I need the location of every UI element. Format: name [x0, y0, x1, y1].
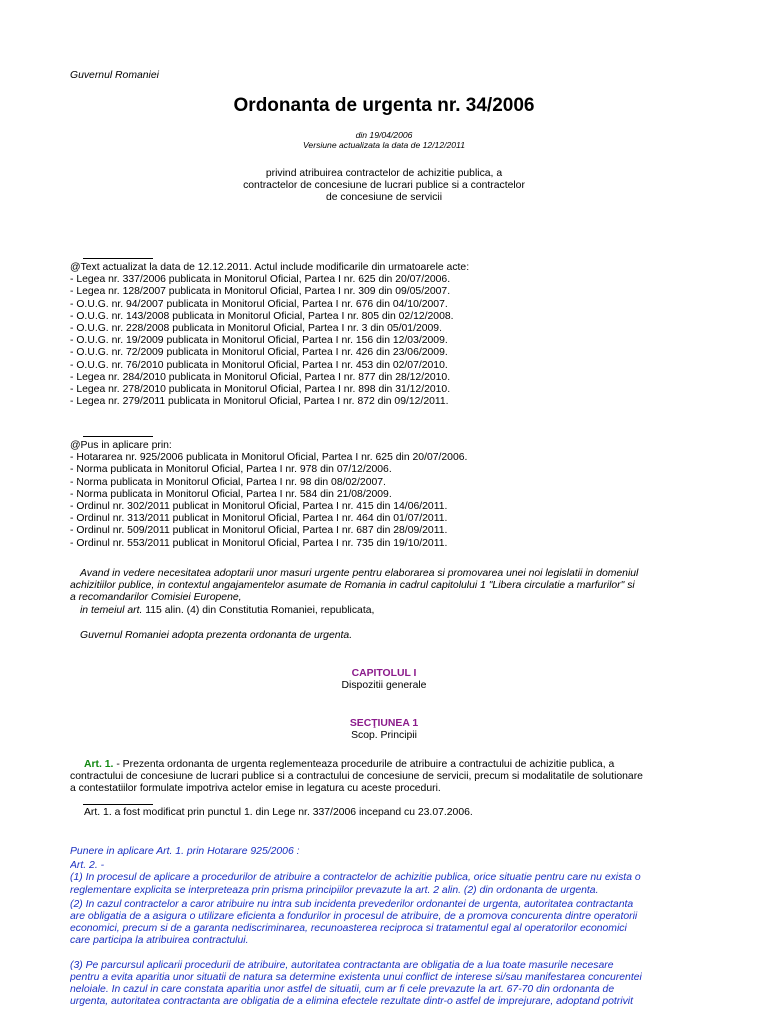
- chapter-name: Dispozitii generale: [341, 680, 427, 692]
- updates-list: [70, 262, 710, 408]
- article-line: contractului de concesiune de lucrari publice si a contractului de concesiune de servicii, precum si modalitatile de solutionare: [70, 771, 643, 783]
- paragraph-line: urgenta, autoritatea contractanta are obligatia de a elimina efectele rezultate dintr-o astfel de imprejurare, adoptand potrivit: [70, 996, 633, 1008]
- subject-line: contractelor de concesiune de lucrari publice si a contractelor: [243, 180, 525, 192]
- implementation-article: Art. 2. -: [70, 860, 105, 872]
- applications-list: [70, 440, 710, 550]
- paragraph-1: [70, 872, 700, 896]
- list-item: - Ordinul nr. 302/2011 publicat in Monitorul Oficial, Partea I nr. 415 din 14/06/2011.: [70, 501, 448, 513]
- separator: [83, 804, 153, 805]
- article-line: [70, 759, 700, 771]
- separator: [83, 436, 153, 437]
- paragraph-3: [70, 960, 700, 1009]
- preamble-line: a recomandarilor Comisiei Europene,: [70, 592, 242, 604]
- paragraph-line: pentru a evita aparitia unor situatii de natura sa determine existenta unui conflict de interese si/sau manifestarea concurentei: [70, 971, 642, 983]
- list-item: - O.U.G. nr. 94/2007 publicata in Monitorul Oficial, Partea I nr. 676 din 04/10/2007.: [70, 298, 448, 310]
- list-item: - Legea nr. 337/2006 publicata in Monitorul Oficial, Partea I nr. 625 din 20/07/2006.: [70, 274, 451, 286]
- version-line: Versiune actualizata la data de 12/12/2011: [303, 140, 465, 150]
- legal-basis-text: in temeiul art.: [80, 604, 146, 616]
- updates-intro: @Text actualizat la data de 12.12.2011. Actul include modificarile din urmatoarele acte:: [70, 262, 470, 273]
- preamble-line: achizitiilor publice, in contextul angajamentelor asumate de Romania in cadrul capitolului 1 "Libera circulatie a marfurilor" si: [70, 580, 635, 592]
- list-item: - Legea nr. 284/2010 publicata in Monitorul Oficial, Partea I nr. 877 din 28/12/2010.: [70, 371, 451, 383]
- paragraph-line: (2) In cazul contractelor a caror atribuire nu intra sub incidenta prevederilor ordonantei de urgenta, autoritatea contractanta: [70, 898, 634, 910]
- list-item: - Ordinul nr. 553/2011 publicat in Monitorul Oficial, Partea I nr. 735 din 19/10/2011.: [70, 537, 448, 549]
- list-item: - Norma publicata in Monitorul Oficial, Partea I nr. 98 din 08/02/2007.: [70, 476, 386, 488]
- preamble: [70, 568, 700, 617]
- paragraph-line: economici, precum si de a garanta nediscriminarea, recunoasterea reciproca si tratamentul egal al operatorilor economici: [70, 923, 627, 935]
- document-subject: [0, 168, 768, 205]
- amendment-note: [70, 807, 710, 819]
- chapter-heading: [0, 668, 768, 692]
- paragraph-line: reglementare explicita se interpreteaza prin prisma principiilor prevazute la art. 2 alin. (2) din ordonanta de urgenta.: [70, 884, 599, 896]
- preamble-line: Avand in vedere necesitatea adoptarii unor masuri urgente pentru elaborarea si promovarea unei noi legislatii in domeniul: [80, 568, 639, 579]
- document-title: Ordonanta de urgenta nr. 34/2006: [233, 95, 535, 116]
- article-text: - Prezenta ordonanta de urgenta reglementeaza procedurile de atribuire a contractului de achizitie publica, a: [113, 759, 615, 770]
- paragraph-line: neloiale. In cazul in care constata aparitia unor astfel de situatii, cum ar fi cele prevazute la art. 67-70 din ordonanta de: [70, 984, 615, 996]
- document-dates: [0, 130, 768, 150]
- article-number: 115: [145, 604, 162, 616]
- subject-line: privind atribuirea contractelor de achizitie publica, a: [265, 168, 503, 179]
- list-item: - Legea nr. 128/2007 publicata in Monitorul Oficial, Partea I nr. 309 din 09/05/2007.: [70, 286, 451, 298]
- applications-intro: @Pus in aplicare prin:: [70, 440, 172, 451]
- section-label: SECŢIUNEA 1: [349, 718, 419, 729]
- paragraph-line: care participa la atribuirea contractului.: [70, 935, 249, 947]
- paragraph-line: are obligatia de a asigura o utilizare eficienta a fondurilor in procesul de atribuire, de a promova concurenta dintre operatorii: [70, 911, 638, 923]
- legal-basis: [70, 605, 700, 617]
- article-1: [70, 759, 700, 796]
- list-item: - Legea nr. 278/2010 publicata in Monitorul Oficial, Partea I nr. 898 din 31/12/2010.: [70, 384, 451, 396]
- list-item: - Norma publicata in Monitorul Oficial, Partea I nr. 584 din 21/08/2009.: [70, 488, 392, 500]
- issuer: Guvernul Romaniei: [70, 70, 159, 81]
- implementation-block: [70, 846, 700, 1008]
- paragraph-2: [70, 899, 700, 948]
- article-label: Art. 1.: [84, 759, 114, 770]
- legal-basis-text: alin. (4) din Constitutia Romaniei, republicata,: [161, 604, 375, 616]
- adoption-text: Guvernul Romaniei adopta prezenta ordonanta de urgenta.: [80, 630, 353, 641]
- paragraph-line: (1) In procesul de aplicare a procedurilor de atribuire a contractelor de achizitie publica, orice situatie pentru care nu exista o: [70, 872, 641, 884]
- amendment-note-text: Art. 1. a fost modificat prin punctul 1. din Lege nr. 337/2006 incepand cu 23.07.2006.: [84, 807, 473, 818]
- list-item: - Ordinul nr. 313/2011 publicat in Monitorul Oficial, Partea I nr. 464 din 01/07/2011.: [70, 513, 448, 525]
- list-item: - O.U.G. nr. 76/2010 publicata in Monitorul Oficial, Partea I nr. 453 din 02/07/2010.: [70, 359, 448, 371]
- section-heading: [0, 718, 768, 742]
- list-item: - Norma publicata in Monitorul Oficial, Partea I nr. 978 din 07/12/2006.: [70, 464, 392, 476]
- list-item: - Hotararea nr. 925/2006 publicata in Monitorul Oficial, Partea I nr. 625 din 20/07/2006.: [70, 452, 468, 464]
- section-name: Scop. Principii: [351, 730, 417, 742]
- separator: [83, 258, 153, 259]
- list-item: - O.U.G. nr. 143/2008 publicata in Monitorul Oficial, Partea I nr. 805 din 02/12/2008.: [70, 310, 454, 322]
- chapter-label: CAPITOLUL I: [351, 668, 417, 679]
- paragraph-line: (3) Pe parcursul aplicarii procedurii de atribuire, autoritatea contractanta are obligatia de a lua toate masurile necesare: [70, 959, 614, 971]
- implementation-header: Punere in aplicare Art. 1. prin Hotarare 925/2006 :: [70, 846, 300, 857]
- list-item: - O.U.G. nr. 228/2008 publicata in Monitorul Oficial, Partea I nr. 3 din 05/01/2009.: [70, 323, 442, 335]
- date-line: din 19/04/2006: [355, 130, 413, 140]
- adoption-statement: [70, 630, 700, 642]
- list-item: - O.U.G. nr. 72/2009 publicata in Monitorul Oficial, Partea I nr. 426 din 23/06/2009.: [70, 347, 448, 359]
- subject-line: de concesiune de servicii: [325, 192, 443, 204]
- list-item: - Ordinul nr. 509/2011 publicat in Monitorul Oficial, Partea I nr. 687 din 28/09/2011.: [70, 525, 448, 537]
- article-line: a contestatiilor formulate impotriva actelor emise in legatura cu aceste proceduri.: [70, 783, 441, 795]
- list-item: - Legea nr. 279/2011 publicata in Monitorul Oficial, Partea I nr. 872 din 09/12/2011.: [70, 396, 449, 408]
- list-item: - O.U.G. nr. 19/2009 publicata in Monitorul Oficial, Partea I nr. 156 din 12/03/2009.: [70, 335, 448, 347]
